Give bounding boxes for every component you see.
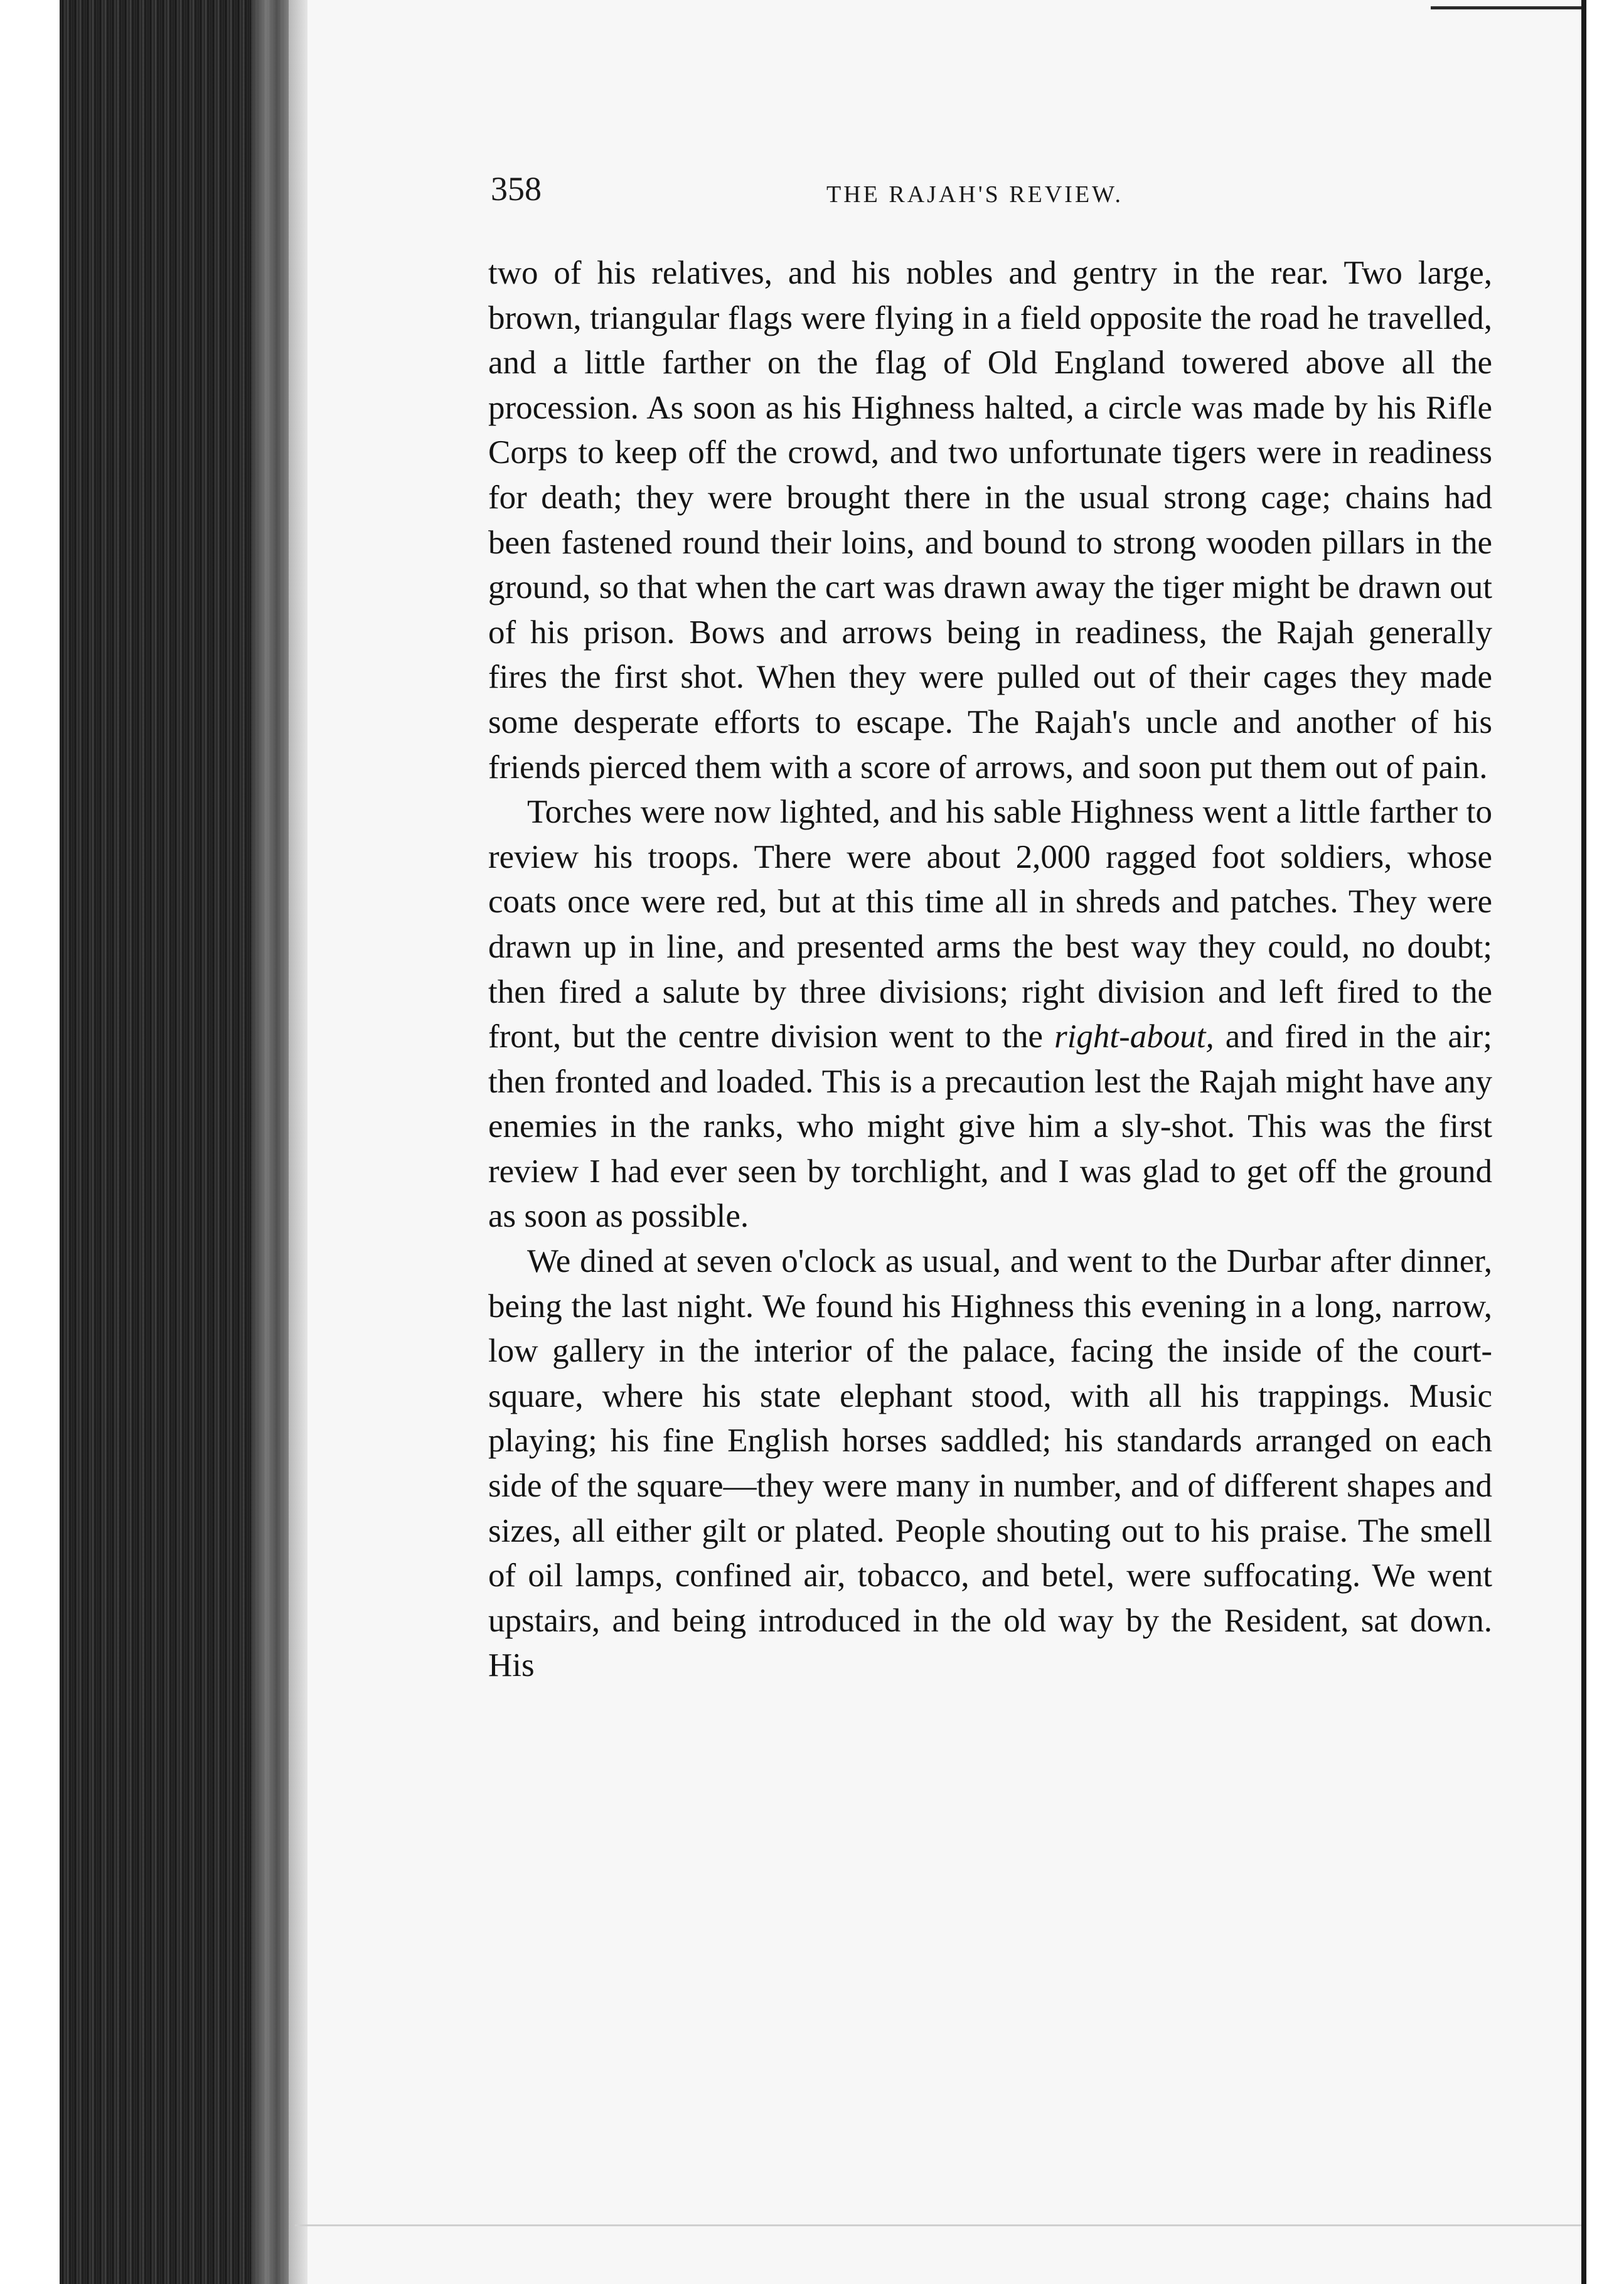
scan-top-mark xyxy=(1431,6,1581,9)
book-edge-highlight xyxy=(251,0,289,2284)
running-head: THE RAJAH'S REVIEW. xyxy=(826,181,1124,208)
paragraph-review-text-end: and fired in the air; then fronted and loaded. This is a precaution lest the Rajah might have any enemies in the ranks, who might give him a sly-shot. This was the first review I had ever seen by torchlight, and I was glad to get off the ground as soon as possible. xyxy=(488,1018,1492,1235)
page-right-edge-line xyxy=(1581,0,1586,2284)
paragraph-review-text-start: Torches were now lighted, and his sable Highness went a little farther to review his troops. There were about 2,000 ragged foot soldiers, whose coats once were red, but at this time all in shreds and patches. They were drawn up in line, and presented arms the best way they could, no doubt; then fired a salute by three divisions; right division and left fired to the front, but the centre division went to the xyxy=(488,794,1492,1055)
italic-phrase: right-about, xyxy=(1054,1018,1214,1055)
body-text xyxy=(488,251,1492,1689)
scan-border-left xyxy=(0,0,69,2284)
page-bottom-edge xyxy=(295,2224,1581,2226)
paragraph-continued: two of his relatives, and his nobles and gentry in the rear. Two large, brown, triangular flags were flying in a field opposite the road he travelled, and a little farther on the flag of Old England towered above all the procession. As soon as his Highness halted, a circle was made by his Rifle Corps to keep off the crowd, and two unfortunate tigers were in readiness for death; they were brought there in the usual strong cage; chains had been fastened round their loins, and bound to strong wooden pillars in the ground, so that when the cart was drawn away the tiger might be drawn out of his prison. Bows and arrows being in readiness, the Rajah generally fires the first shot. When they were pulled out of their cages they made some desperate efforts to escape. The Rajah's uncle and another of his friends pierced them with a score of arrows, and soon put them out of pain. xyxy=(488,255,1492,786)
scan-border-right xyxy=(1588,0,1624,2284)
page-header xyxy=(491,169,1495,220)
paragraph-review xyxy=(488,790,1492,1239)
paragraph-durbar: We dined at seven o'clock as usual, and went to the Durbar after dinner, being the last night. We found his Highness this evening in a long, narrow, low gallery in the interior of the palace, facing the inside of the court-square, where his state elephant stood, with all his trappings. Music playing; his fine English horses saddled; his standards arranged on each side of the square—they were many in number, and of different shapes and sizes, all either gilt or plated. People shouting out to his praise. The smell of oil lamps, confined air, tobacco, and betel, were suffocating. We went upstairs, and being introduced in the old way by the Resident, sat down. His xyxy=(488,1243,1492,1684)
page-number: 358 xyxy=(491,170,542,208)
